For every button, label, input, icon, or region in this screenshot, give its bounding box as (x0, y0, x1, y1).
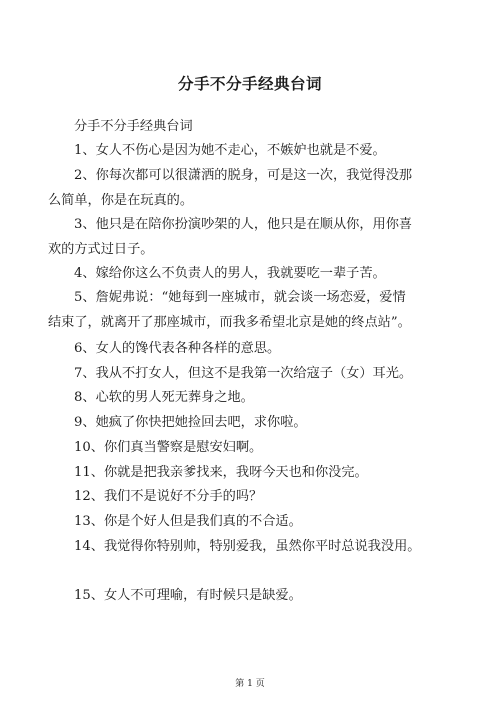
quote-text: 8、心软的男人死无葬身之地。 (74, 390, 254, 405)
quote-text: 2、你每次都可以很潇洒的脱身，可是这一次，我觉得没那 (74, 168, 413, 183)
quote-text-continued: 结束了，就离开了那座城市，而我多希望北京是她的终点站”。 (48, 315, 411, 330)
quote-item-4 (74, 261, 434, 286)
page-number: 第 1 页 (235, 679, 265, 689)
quote-text: 15、女人不可理喻，有时候只是缺爱。 (74, 588, 302, 603)
quote-text: 12、我们不是说好不分手的吗？ (74, 489, 263, 504)
quote-item-1 (74, 138, 434, 163)
document-subtitle: 分手不分手经典台词 (74, 119, 193, 134)
quote-item-9 (74, 410, 434, 435)
quote-item-15 (74, 583, 434, 608)
quote-item-7 (74, 361, 434, 386)
quote-item-10 (74, 435, 434, 460)
quote-text: 1、女人不伤心是因为她不走心，不嫉妒也就是不爱。 (74, 143, 386, 158)
quote-text: 13、你是个好人但是我们真的不合适。 (74, 514, 302, 529)
quote-item-5 (48, 285, 434, 335)
quote-item-11 (74, 460, 434, 485)
quote-item-12 (74, 484, 434, 509)
quote-item-8 (74, 385, 434, 410)
quote-item-2 (48, 163, 434, 213)
document-title: 分手不分手经典台词 (177, 75, 322, 93)
quote-text: 11、你就是把我亲爹找来，我呀今天也和你没完。 (74, 465, 368, 480)
quote-item-14 (74, 534, 434, 559)
quote-text: 5、詹妮弗说：“她每到一座城市，就会谈一场恋爱，爱情 (74, 290, 406, 305)
quote-text-continued: 欢的方式过日子。 (48, 242, 154, 257)
quote-text: 10、你们真当警察是慰安妇啊。 (74, 440, 263, 455)
quote-item-3 (48, 212, 434, 262)
quote-text-continued: 么简单，你是在玩真的。 (48, 193, 194, 208)
quote-text: 6、女人的馋代表各种各样的意思。 (74, 341, 281, 356)
quote-item-6 (74, 336, 434, 361)
quote-text: 4、嫁给你这么不负责人的男人，我就要吃一辈子苦。 (74, 266, 386, 281)
quote-text: 9、她疯了你快把她捡回去吧，求你啦。 (74, 415, 307, 430)
quote-text: 14、我觉得你特别帅，特别爱我，虽然你平时总说我没用。 (74, 539, 421, 554)
quote-text: 3、他只是在陪你扮演吵架的人，他只是在顺从你，用你喜 (74, 217, 413, 232)
quote-item-13 (74, 509, 434, 534)
quote-text: 7、我从不打女人，但这不是我第一次给寇子（女）耳光。 (74, 366, 413, 381)
